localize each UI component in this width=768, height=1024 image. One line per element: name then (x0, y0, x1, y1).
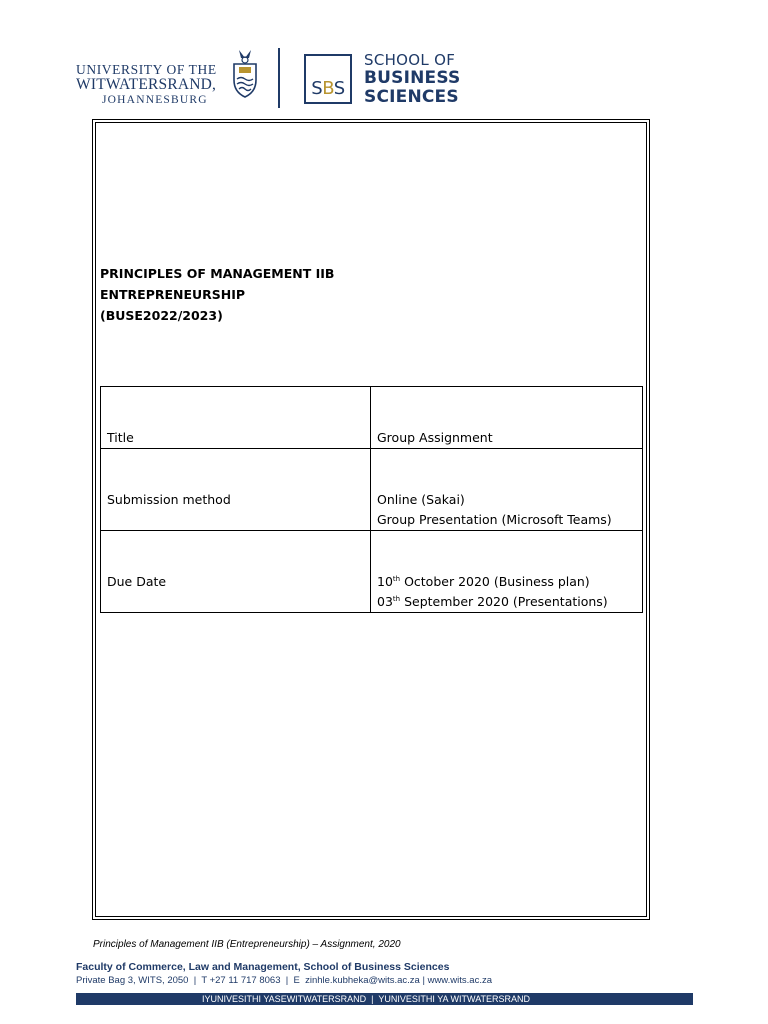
due-date-1-num: 10 (377, 574, 393, 589)
title-label: Title (107, 430, 134, 445)
footer-bar-text: IYUNIVESITHI YASEWITWATERSRAND | YUNIVESITHI YA WITWATERSRAND (202, 994, 531, 1004)
wits-logo-text (76, 62, 217, 107)
assignment-info-table (100, 386, 643, 613)
due-date-1-sup: th (392, 575, 401, 583)
due-label: Due Date (107, 574, 167, 589)
footer-faculty: Faculty of Commerce, Law and Management, School of Business Sciences (76, 961, 450, 973)
course-title-line-1: PRINCIPLES OF MANAGEMENT IIB (100, 266, 335, 281)
due-label-cell (101, 531, 371, 613)
wits-crest-icon (230, 46, 260, 100)
sbs-line-1: SCHOOL OF (364, 51, 456, 69)
course-title-line-3: (BUSE2022/2023) (100, 308, 223, 323)
sbs-logo-text (364, 52, 461, 107)
sbs-line-2: BUSINESS (364, 68, 461, 88)
submission-value-2: Group Presentation (Microsoft Teams) (377, 512, 612, 527)
due-date-1 (377, 572, 636, 592)
footer-bar (76, 993, 693, 1005)
due-date-2-num: 03 (377, 594, 393, 609)
table-row (101, 449, 643, 531)
sbs-line-3: SCIENCES (364, 87, 459, 107)
header-logos (76, 46, 476, 110)
wits-line-2: WITWATERSRAND, (76, 76, 217, 93)
submission-value-1: Online (Sakai) (377, 492, 465, 507)
course-title-line-2: ENTREPRENEURSHIP (100, 287, 246, 302)
title-value: Group Assignment (377, 430, 493, 445)
due-date-1-rest: October 2020 (Business plan) (400, 574, 590, 589)
submission-label-cell (101, 449, 371, 531)
header-divider (278, 48, 280, 108)
submission-label: Submission method (107, 492, 231, 507)
sbs-monogram (304, 54, 352, 104)
due-date-2-sup: th (392, 595, 401, 603)
sbs-monogram-s1: S (311, 78, 323, 99)
sbs-monogram-s2: S (333, 78, 345, 99)
wits-line-3: JOHANNESBURG (102, 94, 208, 106)
sbs-monogram-b: B (322, 78, 334, 99)
due-date-2 (377, 592, 636, 612)
table-row (101, 387, 643, 449)
title-label-cell (101, 387, 371, 449)
submission-value-cell (371, 449, 643, 531)
title-value-cell (371, 387, 643, 449)
due-date-2-rest: September 2020 (Presentations) (400, 594, 608, 609)
footer-note: Principles of Management IIB (Entrepreneurship) – Assignment, 2020 (93, 939, 401, 950)
wits-line-1: UNIVERSITY OF THE (76, 62, 217, 77)
course-title (100, 263, 334, 326)
due-value-cell (371, 531, 643, 613)
table-row (101, 531, 643, 613)
footer-contact: Private Bag 3, WITS, 2050 | T +27 11 717 8063 | E zinhle.kubheka@wits.ac.za | www.wits.ac.za (76, 975, 492, 986)
